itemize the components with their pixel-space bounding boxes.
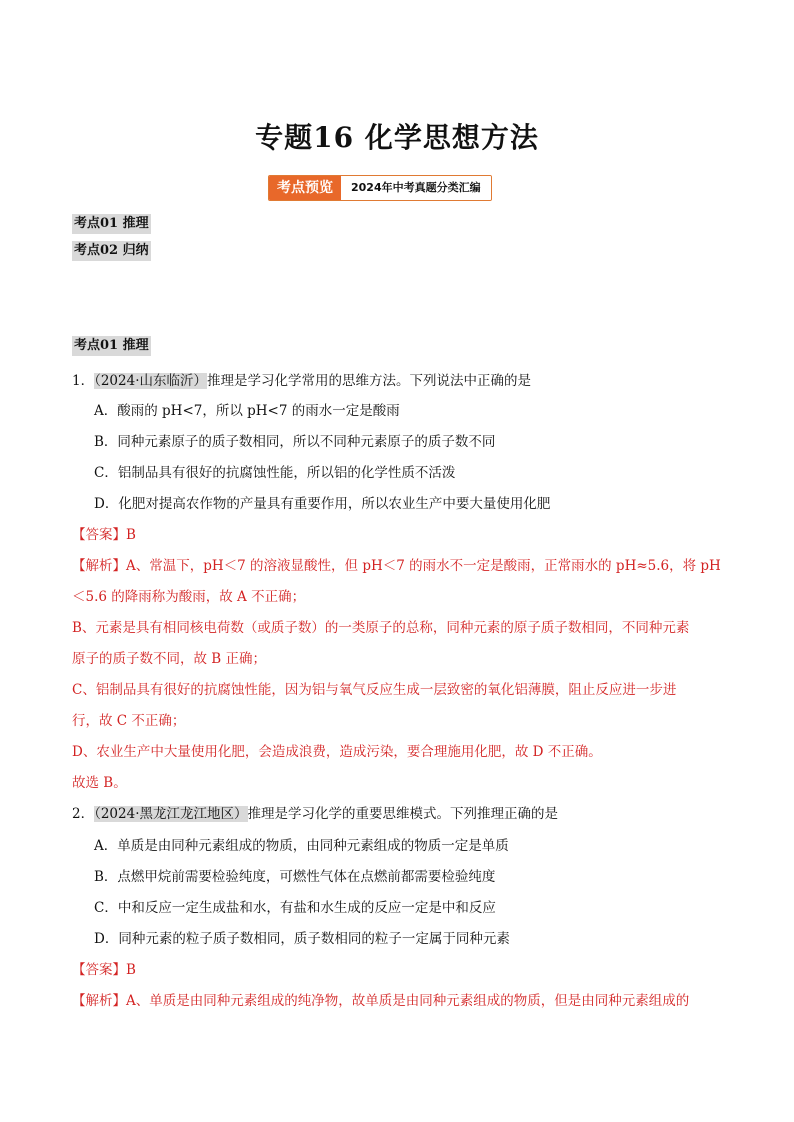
analysis-line: 行，故 C 不正确； (72, 713, 186, 729)
page-title: 专题16 化学思想方法 (255, 121, 539, 154)
analysis-line: 故选 B。 (72, 775, 127, 791)
question-1-stem (72, 371, 531, 391)
badge-text: 2024年中考真题分类汇编 (341, 176, 491, 200)
analysis-line: 【解析】A、常温下，pH＜7 的溶液显酸性，但 pH＜7 的雨水不一定是酸雨，正常雨水的 pH≈5.6，将 pH (72, 558, 721, 574)
answer: 【答案】B (72, 527, 136, 543)
question-source: （2024·黑龙江龙江地区） (94, 806, 248, 822)
analysis-line: ＜5.6 的降雨称为酸雨，故 A 不正确； (72, 589, 306, 605)
toc-item-1[interactable]: 考点01 推理 (72, 214, 151, 234)
question-source: （2024·山东临沂） (94, 373, 207, 389)
question-number: 1． (72, 373, 95, 389)
option-d: D．化肥对提高农作物的产量具有重要作用，所以农业生产中要大量使用化肥 (94, 496, 551, 512)
analysis-line: B、元素是具有相同核电荷数（或质子数）的一类原子的总称，同种元素的原子质子数相同，不同种元素 (72, 620, 690, 636)
option-c: C．中和反应一定生成盐和水，有盐和水生成的反应一定是中和反应 (94, 900, 496, 916)
analysis-line: D、农业生产中大量使用化肥，会造成浪费，造成污染，要合理施用化肥，故 D 不正确。 (72, 744, 602, 760)
preview-badge (268, 175, 492, 201)
option-b: B．点燃甲烷前需要检验纯度，可燃性气体在点燃前都需要检验纯度 (94, 869, 496, 885)
option-a: A．单质是由同种元素组成的物质，由同种元素组成的物质一定是单质 (94, 838, 509, 854)
answer: 【答案】B (72, 962, 136, 978)
question-text: 推理是学习化学的重要思维模式。下列推理正确的是 (247, 806, 558, 822)
analysis-line: 【解析】A、单质是由同种元素组成的纯净物，故单质是由同种元素组成的物质，但是由同种元素组成的 (72, 993, 690, 1009)
option-b: B．同种元素原子的质子数相同，所以不同种元素原子的质子数不同 (94, 434, 496, 450)
analysis-line: C、铝制品具有很好的抗腐蚀性能，因为铝与氧气反应生成一层致密的氧化铝薄膜，阻止反应进一步进 (72, 682, 677, 698)
analysis-line: 原子的质子数不同，故 B 正确； (72, 651, 267, 667)
question-2-stem (72, 804, 558, 824)
option-d: D．同种元素的粒子质子数相同，质子数相同的粒子一定属于同种元素 (94, 931, 510, 947)
toc-item-2[interactable]: 考点02 归纳 (72, 241, 151, 261)
badge-tag: 考点预览 (269, 176, 341, 200)
section-heading: 考点01 推理 (72, 336, 151, 356)
option-a: A．酸雨的 pH<7，所以 pH<7 的雨水一定是酸雨 (94, 403, 400, 419)
question-text: 推理是学习化学常用的思维方法。下列说法中正确的是 (207, 373, 531, 389)
option-c: C．铝制品具有很好的抗腐蚀性能，所以铝的化学性质不活泼 (94, 465, 456, 481)
question-number: 2． (72, 806, 95, 822)
